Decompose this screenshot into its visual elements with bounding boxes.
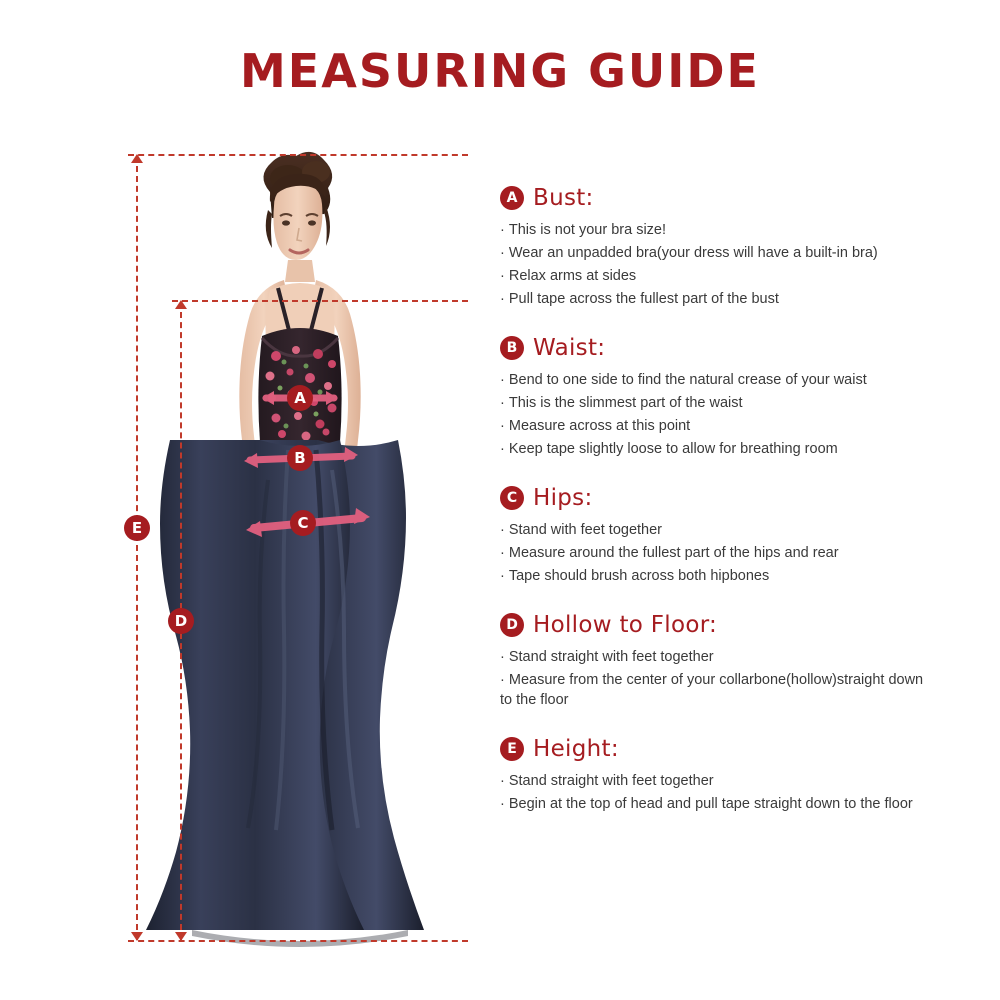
marker-b: B [287, 445, 313, 471]
marker-e: E [124, 515, 150, 541]
list-item: · Pull tape across the fullest part of the bust [500, 289, 930, 309]
section-bust [500, 185, 930, 309]
height-top-rule [128, 154, 468, 156]
list-item: · Stand straight with feet together [500, 771, 930, 791]
instructions-column [500, 185, 930, 840]
section-hips [500, 485, 930, 586]
list-item: · This is the slimmest part of the waist [500, 393, 930, 413]
section-hollow-title: Hollow to Floor: [533, 612, 718, 638]
model-illustration [120, 140, 480, 970]
section-waist-title: Waist: [533, 335, 606, 361]
list-item: · Measure across at this point [500, 416, 930, 436]
height-arrow-top [131, 154, 143, 163]
section-waist-badge: B [500, 336, 524, 360]
section-hips-header [500, 485, 930, 511]
list-item: · Keep tape slightly loose to allow for breathing room [500, 439, 930, 459]
section-hips-badge: C [500, 486, 524, 510]
section-hips-bullets [500, 520, 930, 586]
section-bust-header [500, 185, 930, 211]
section-hollow-header [500, 612, 930, 638]
section-height-bullets [500, 771, 930, 814]
model-gown [120, 440, 424, 947]
section-bust-title: Bust: [533, 185, 594, 211]
marker-c: C [290, 510, 316, 536]
section-height-title: Height: [533, 736, 619, 762]
list-item: · Relax arms at sides [500, 266, 930, 286]
section-height-header [500, 736, 930, 762]
list-item: · This is not your bra size! [500, 220, 930, 240]
list-item: · Begin at the top of head and pull tape straight down to the floor [500, 794, 930, 814]
section-hollow-bullets [500, 647, 930, 710]
section-hollow-to-floor [500, 612, 930, 710]
figure-area [120, 140, 480, 970]
page-title: MEASURING GUIDE [240, 44, 760, 98]
model-head [263, 152, 332, 282]
section-waist-header [500, 335, 930, 361]
hollow-arrow-top [175, 300, 187, 309]
height-measure-line [136, 156, 138, 940]
list-item: · Bend to one side to find the natural crease of your waist [500, 370, 930, 390]
marker-d: D [168, 608, 194, 634]
section-bust-badge: A [500, 186, 524, 210]
section-height-badge: E [500, 737, 524, 761]
hollow-arrow-bottom [175, 932, 187, 941]
hollow-rule [172, 300, 468, 302]
marker-a: A [287, 385, 313, 411]
section-bust-bullets [500, 220, 930, 309]
list-item: · Measure from the center of your collarbone(hollow)straight down to the floor [500, 670, 930, 710]
list-item: · Wear an unpadded bra(your dress will have a built-in bra) [500, 243, 930, 263]
list-item: · Tape should brush across both hipbones [500, 566, 930, 586]
height-arrow-bottom [131, 932, 143, 941]
list-item: · Stand straight with feet together [500, 647, 930, 667]
list-item: · Measure around the fullest part of the hips and rear [500, 543, 930, 563]
section-height [500, 736, 930, 814]
section-waist-bullets [500, 370, 930, 459]
list-item: · Stand with feet together [500, 520, 930, 540]
section-hollow-badge: D [500, 613, 524, 637]
section-waist [500, 335, 930, 459]
section-hips-title: Hips: [533, 485, 593, 511]
